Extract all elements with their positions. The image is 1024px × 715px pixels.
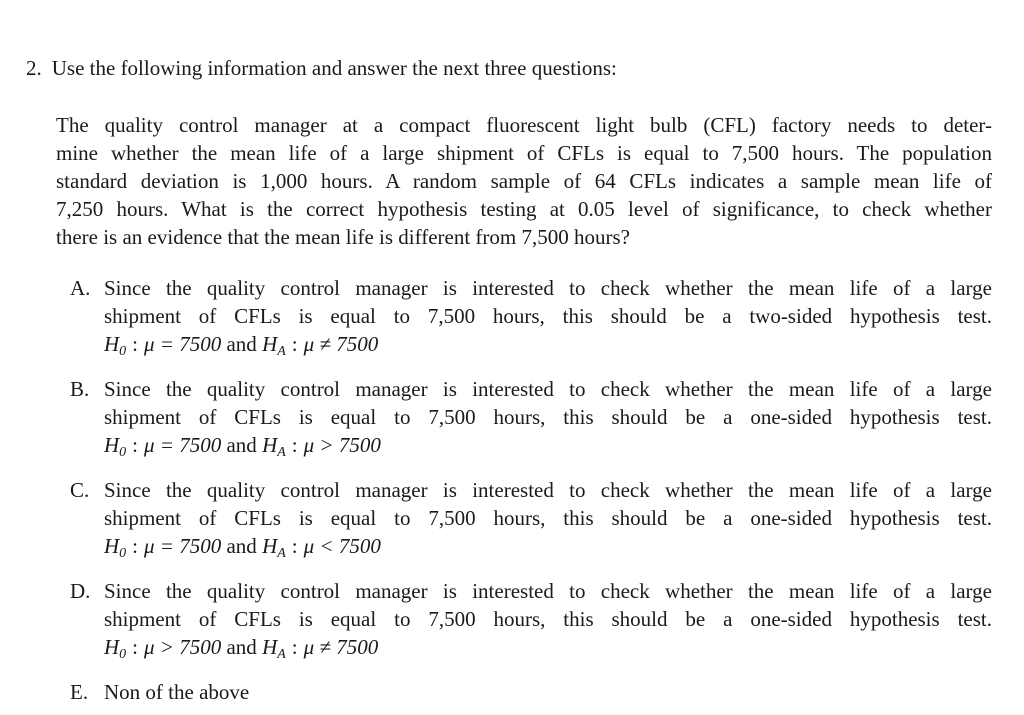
h0-symbol: H [104,332,120,356]
option-hypotheses: $H_0$ : μ = 7500 and $H_A$ : μ > 7500 [104,433,381,460]
option-text-line: Since the quality control manager is interested to check whether the mean life of a large [104,377,992,401]
ha-symbol: H [262,433,278,457]
ha-symbol: H [262,635,278,659]
ha-subscript: A [277,344,286,359]
ha-relation: μ ≠ 7500 [303,635,379,659]
option-a[interactable] [70,274,992,366]
and-word: and [226,534,257,558]
ha-subscript: A [277,647,286,662]
question-stem [56,111,992,251]
stem-line: there is an evidence that the mean life is different from 7,500 hours? [56,225,630,249]
ha-subscript: A [277,546,286,561]
option-text-line: shipment of CFLs is equal to 7,500 hours, this should be a one-sided hypothesis test. [104,607,992,631]
stem-line: 7,250 hours. What is the correct hypothesis testing at 0.05 level of significance, to check whether [56,197,992,221]
h0-symbol: H [104,635,120,659]
answer-options [70,274,992,715]
ha-relation: μ ≠ 7500 [303,332,379,356]
stem-line: mine whether the mean life of a large shipment of CFLs is equal to 7,500 hours. The population [56,141,992,165]
ha-symbol: H [262,534,278,558]
h0-relation: μ = 7500 [144,534,222,558]
h0-relation: μ > 7500 [144,635,222,659]
ha-relation: μ > 7500 [303,433,381,457]
and-word: and [226,332,257,356]
h0-symbol: H [104,534,120,558]
and-word: and [226,635,257,659]
and-word: and [226,433,257,457]
option-hypotheses: $H_0$ : μ = 7500 and $H_A$ : μ ≠ 7500 [104,332,379,359]
option-text-line: Since the quality control manager is interested to check whether the mean life of a large [104,579,992,603]
h0-subscript: 0 [119,546,127,561]
stem-line: The quality control manager at a compact fluorescent light bulb (CFL) factory needs to deter- [56,113,992,137]
option-text-line: shipment of CFLs is equal to 7,500 hours, this should be a one-sided hypothesis test. [104,506,992,530]
h0-relation: μ = 7500 [144,332,222,356]
option-text-line: shipment of CFLs is equal to 7,500 hours, this should be a two-sided hypothesis test. [104,304,992,328]
option-letter: A. [70,276,91,300]
ha-relation: μ < 7500 [303,534,381,558]
option-hypotheses: $H_0$ : μ = 7500 and $H_A$ : μ < 7500 [104,534,381,561]
option-letter: C. [70,478,90,502]
question-number: 2. [26,56,42,80]
ha-subscript: A [277,445,286,460]
option-letter: D. [70,579,91,603]
ha-symbol: H [262,332,278,356]
option-d[interactable] [70,577,992,669]
h0-subscript: 0 [119,445,127,460]
option-text-line: Non of the above [104,680,250,704]
option-letter: E. [70,680,89,704]
option-text-line: Since the quality control manager is interested to check whether the mean life of a large [104,478,992,502]
option-b[interactable] [70,375,992,467]
option-e[interactable] [70,678,992,706]
h0-symbol: H [104,433,120,457]
option-hypotheses: $H_0$ : μ > 7500 and $H_A$ : μ ≠ 7500 [104,635,379,662]
option-text-line: shipment of CFLs is equal to 7,500 hours, this should be a one-sided hypothesis test. [104,405,992,429]
option-text-line: Since the quality control manager is interested to check whether the mean life of a large [104,276,992,300]
question-intro: Use the following information and answer the next three questions: [51,56,617,80]
option-letter: B. [70,377,90,401]
h0-subscript: 0 [119,647,127,662]
stem-line: standard deviation is 1,000 hours. A random sample of 64 CFLs indicates a sample mean life of [56,169,992,193]
h0-subscript: 0 [119,344,127,359]
question-header [26,55,617,82]
option-c[interactable] [70,476,992,568]
h0-relation: μ = 7500 [144,433,222,457]
